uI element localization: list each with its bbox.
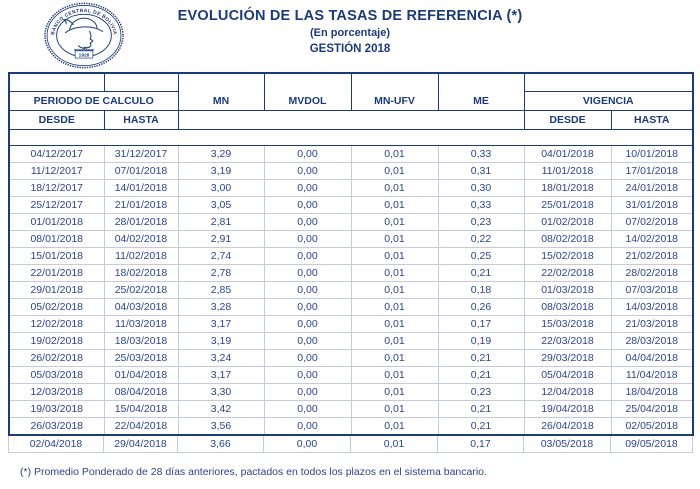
cell-vigencia-hasta: 07/03/2018 [611, 282, 693, 299]
cell-vigencia-desde: 08/02/2018 [524, 231, 611, 248]
table-row [9, 367, 693, 384]
column-header-mvdol: MVDOL [264, 73, 351, 111]
table-row [9, 282, 693, 299]
cell-mn: 2,85 [178, 282, 264, 299]
cell-vigencia-hasta: 09/05/2018 [611, 436, 693, 453]
cell-me: 0,30 [438, 180, 524, 197]
cell-mvdol: 0,00 [264, 299, 351, 316]
cell-mn: 3,05 [178, 197, 264, 214]
page-subtitle: (En porcentaje) [309, 27, 391, 39]
cell-mvdol: 0,00 [264, 367, 351, 384]
cell-mvdol: 0,00 [264, 214, 351, 231]
cell-mvdol: 0,00 [264, 231, 351, 248]
table-row [9, 401, 693, 418]
cell-mn-ufv: 0,01 [351, 248, 438, 265]
footnote: (*) Promedio Ponderado de 28 días anteriores, pactados en todos los plazos en el sistema bancario. [20, 466, 487, 478]
cell-me: 0,33 [438, 146, 524, 163]
cell-vigencia-hasta: 31/01/2018 [611, 197, 693, 214]
cell-periodo-hasta: 11/03/2018 [104, 316, 178, 333]
cell-vigencia-desde: 03/05/2018 [524, 436, 611, 453]
table-row [9, 265, 693, 282]
table-row [9, 299, 693, 316]
cell-periodo-desde: 22/01/2018 [9, 265, 104, 282]
cell-vigencia-desde: 01/03/2018 [524, 282, 611, 299]
cell-vigencia-hasta: 10/01/2018 [611, 146, 693, 163]
cell-vigencia-desde: 15/02/2018 [524, 248, 611, 265]
cell-periodo-hasta: 04/03/2018 [104, 299, 178, 316]
seal-year: 1928 [78, 53, 90, 59]
cell-vigencia-desde: 18/01/2018 [524, 180, 611, 197]
spacer-cell [104, 73, 178, 92]
cell-periodo-hasta: 01/04/2018 [104, 367, 178, 384]
cell-mn-ufv: 0,01 [351, 197, 438, 214]
cell-mn-ufv: 0,01 [351, 333, 438, 350]
cell-me: 0,33 [438, 197, 524, 214]
cell-vigencia-desde: 12/04/2018 [524, 384, 611, 401]
cell-mn: 3,00 [178, 180, 264, 197]
cell-mvdol: 0,00 [264, 163, 351, 180]
cell-vigencia-hasta: 04/04/2018 [611, 350, 693, 367]
sub-header-periodo-desde: DESDE [9, 111, 104, 130]
cell-vigencia-desde: 08/03/2018 [524, 299, 611, 316]
cell-vigencia-hasta: 14/03/2018 [611, 299, 693, 316]
cell-me: 0,31 [438, 163, 524, 180]
cell-periodo-desde: 25/12/2017 [9, 197, 104, 214]
header-spacer-row [9, 73, 693, 92]
cell-mvdol: 0,00 [264, 248, 351, 265]
cell-vigencia-desde: 22/03/2018 [524, 333, 611, 350]
sub-header-row [9, 111, 693, 130]
cell-vigencia-desde: 29/03/2018 [524, 350, 611, 367]
sub-header-vigencia-hasta: HASTA [611, 111, 693, 130]
table-row [9, 197, 693, 214]
cell-mn: 3,19 [178, 163, 264, 180]
rate-table-tail-body [9, 436, 693, 453]
page-period: GESTIÓN 2018 [309, 43, 391, 55]
cell-mvdol: 0,00 [264, 333, 351, 350]
cell-periodo-desde: 19/02/2018 [9, 333, 104, 350]
cell-mn: 3,17 [178, 316, 264, 333]
cell-periodo-hasta: 28/01/2018 [104, 214, 178, 231]
seal-ring-text: BANCO CENTRAL DE BOLIVIA [51, 8, 117, 36]
page-title: EVOLUCIÓN DE LAS TASAS DE REFERENCIA (*) [177, 8, 523, 24]
cell-mvdol: 0,00 [264, 282, 351, 299]
cell-periodo-hasta: 25/02/2018 [104, 282, 178, 299]
cell-mvdol: 0,00 [264, 316, 351, 333]
cell-mn: 3,28 [178, 299, 264, 316]
cell-periodo-hasta: 11/02/2018 [104, 248, 178, 265]
cell-me: 0,23 [438, 214, 524, 231]
cell-mn: 3,56 [178, 418, 264, 436]
cell-vigencia-desde: 11/01/2018 [524, 163, 611, 180]
cell-vigencia-hasta: 24/01/2018 [611, 180, 693, 197]
cell-vigencia-desde: 04/01/2018 [524, 146, 611, 163]
cell-periodo-desde: 08/01/2018 [9, 231, 104, 248]
cell-mvdol: 0,00 [264, 180, 351, 197]
cell-mvdol: 0,00 [264, 418, 351, 436]
cell-mn: 3,66 [178, 436, 264, 453]
cell-mn: 3,42 [178, 401, 264, 418]
header-bottom-spacer-row [9, 130, 693, 146]
cell-mn-ufv: 0,01 [351, 163, 438, 180]
cell-mn-ufv: 0,01 [351, 146, 438, 163]
cell-mn-ufv: 0,01 [351, 231, 438, 248]
cell-me: 0,21 [438, 265, 524, 282]
cell-periodo-hasta: 18/02/2018 [104, 265, 178, 282]
cell-mn: 3,19 [178, 333, 264, 350]
report-header [8, 0, 692, 72]
cell-vigencia-hasta: 28/03/2018 [611, 333, 693, 350]
cell-mn: 2,91 [178, 231, 264, 248]
cell-me: 0,26 [438, 299, 524, 316]
cell-me: 0,22 [438, 231, 524, 248]
table-row [9, 333, 693, 350]
cell-periodo-desde: 15/01/2018 [9, 248, 104, 265]
cell-mn-ufv: 0,01 [351, 436, 438, 453]
rates-table-last-row [8, 436, 693, 453]
cell-mn-ufv: 0,01 [351, 214, 438, 231]
rates-table [8, 72, 694, 436]
cell-vigencia-hasta: 14/02/2018 [611, 231, 693, 248]
cell-vigencia-desde: 05/04/2018 [524, 367, 611, 384]
cell-mn: 2,78 [178, 265, 264, 282]
cell-periodo-desde: 05/02/2018 [9, 299, 104, 316]
cell-periodo-hasta: 08/04/2018 [104, 384, 178, 401]
cell-vigencia-hasta: 28/02/2018 [611, 265, 693, 282]
group-header-periodo: PERIODO DE CALCULO [9, 92, 178, 111]
cell-me: 0,17 [438, 436, 524, 453]
cell-vigencia-hasta: 21/03/2018 [611, 316, 693, 333]
cell-me: 0,21 [438, 367, 524, 384]
cell-mn-ufv: 0,01 [351, 384, 438, 401]
column-header-me: ME [438, 73, 524, 111]
cell-periodo-desde: 02/04/2018 [9, 436, 104, 453]
cell-vigencia-hasta: 11/04/2018 [611, 367, 693, 384]
cell-periodo-desde: 11/12/2017 [9, 163, 104, 180]
table-row [9, 350, 693, 367]
cell-mn-ufv: 0,01 [351, 418, 438, 436]
cell-mvdol: 0,00 [264, 146, 351, 163]
cell-me: 0,19 [438, 333, 524, 350]
cell-periodo-hasta: 25/03/2018 [104, 350, 178, 367]
cell-periodo-hasta: 21/01/2018 [104, 197, 178, 214]
cell-periodo-hasta: 04/02/2018 [104, 231, 178, 248]
table-row [9, 316, 693, 333]
table-row [9, 248, 693, 265]
cell-mvdol: 0,00 [264, 436, 351, 453]
cell-vigencia-hasta: 21/02/2018 [611, 248, 693, 265]
table-row [9, 214, 693, 231]
cell-mn-ufv: 0,01 [351, 282, 438, 299]
cell-periodo-desde: 12/02/2018 [9, 316, 104, 333]
cell-me: 0,25 [438, 248, 524, 265]
table-row [9, 180, 693, 197]
cell-vigencia-desde: 01/02/2018 [524, 214, 611, 231]
cell-periodo-desde: 05/03/2018 [9, 367, 104, 384]
cell-periodo-desde: 26/03/2018 [9, 418, 104, 436]
cell-me: 0,23 [438, 384, 524, 401]
cell-me: 0,21 [438, 418, 524, 436]
cell-mvdol: 0,00 [264, 384, 351, 401]
cell-periodo-desde: 18/12/2017 [9, 180, 104, 197]
cell-mn-ufv: 0,01 [351, 367, 438, 384]
column-header-mn: MN [178, 73, 264, 111]
cell-mn: 3,17 [178, 367, 264, 384]
cell-mn-ufv: 0,01 [351, 401, 438, 418]
cell-mn-ufv: 0,01 [351, 350, 438, 367]
cell-periodo-desde: 12/03/2018 [9, 384, 104, 401]
cell-me: 0,18 [438, 282, 524, 299]
cell-mvdol: 0,00 [264, 197, 351, 214]
cell-mn: 3,29 [178, 146, 264, 163]
cell-mn: 2,81 [178, 214, 264, 231]
cell-mn: 2,74 [178, 248, 264, 265]
cell-vigencia-desde: 26/04/2018 [524, 418, 611, 436]
cell-mn-ufv: 0,01 [351, 180, 438, 197]
cell-mn-ufv: 0,01 [351, 316, 438, 333]
cell-me: 0,21 [438, 401, 524, 418]
rate-table-body [9, 146, 693, 436]
table-row [9, 384, 693, 401]
cell-periodo-hasta: 31/12/2017 [104, 146, 178, 163]
cell-vigencia-hasta: 02/05/2018 [611, 418, 693, 436]
cell-vigencia-hasta: 07/02/2018 [611, 214, 693, 231]
cell-vigencia-hasta: 25/04/2018 [611, 401, 693, 418]
sub-header-periodo-hasta: HASTA [104, 111, 178, 130]
cell-mn-ufv: 0,01 [351, 299, 438, 316]
cell-me: 0,21 [438, 350, 524, 367]
table-row [9, 231, 693, 248]
cell-mn-ufv: 0,01 [351, 265, 438, 282]
central-bank-logo [42, 2, 126, 69]
cell-periodo-hasta: 14/01/2018 [104, 180, 178, 197]
cell-periodo-desde: 19/03/2018 [9, 401, 104, 418]
cell-periodo-hasta: 22/04/2018 [104, 418, 178, 436]
cell-vigencia-desde: 22/02/2018 [524, 265, 611, 282]
cell-vigencia-desde: 15/03/2018 [524, 316, 611, 333]
table-row [9, 146, 693, 163]
cell-periodo-hasta: 18/03/2018 [104, 333, 178, 350]
cell-vigencia-hasta: 17/01/2018 [611, 163, 693, 180]
table-row [9, 418, 693, 436]
cell-vigencia-hasta: 18/04/2018 [611, 384, 693, 401]
cell-vigencia-desde: 19/04/2018 [524, 401, 611, 418]
cell-periodo-desde: 04/12/2017 [9, 146, 104, 163]
group-header-vigencia: VIGENCIA [524, 92, 693, 111]
table-row [9, 163, 693, 180]
cell-mvdol: 0,00 [264, 401, 351, 418]
cell-periodo-hasta: 15/04/2018 [104, 401, 178, 418]
cell-periodo-desde: 26/02/2018 [9, 350, 104, 367]
column-header-mn-ufv: MN-UFV [351, 73, 438, 111]
cell-mn: 3,30 [178, 384, 264, 401]
cell-mvdol: 0,00 [264, 265, 351, 282]
cell-periodo-hasta: 29/04/2018 [104, 436, 178, 453]
spacer-cell [9, 73, 104, 92]
sub-header-vigencia-desde: DESDE [524, 111, 611, 130]
cell-periodo-desde: 29/01/2018 [9, 282, 104, 299]
cell-mn: 3,24 [178, 350, 264, 367]
sub-header-blank [178, 111, 524, 130]
cell-periodo-hasta: 07/01/2018 [104, 163, 178, 180]
spacer-cell [524, 73, 693, 92]
table-row [9, 436, 693, 453]
cell-vigencia-desde: 25/01/2018 [524, 197, 611, 214]
spacer-cell [9, 130, 693, 146]
cell-periodo-desde: 01/01/2018 [9, 214, 104, 231]
cell-mvdol: 0,00 [264, 350, 351, 367]
cell-me: 0,17 [438, 316, 524, 333]
